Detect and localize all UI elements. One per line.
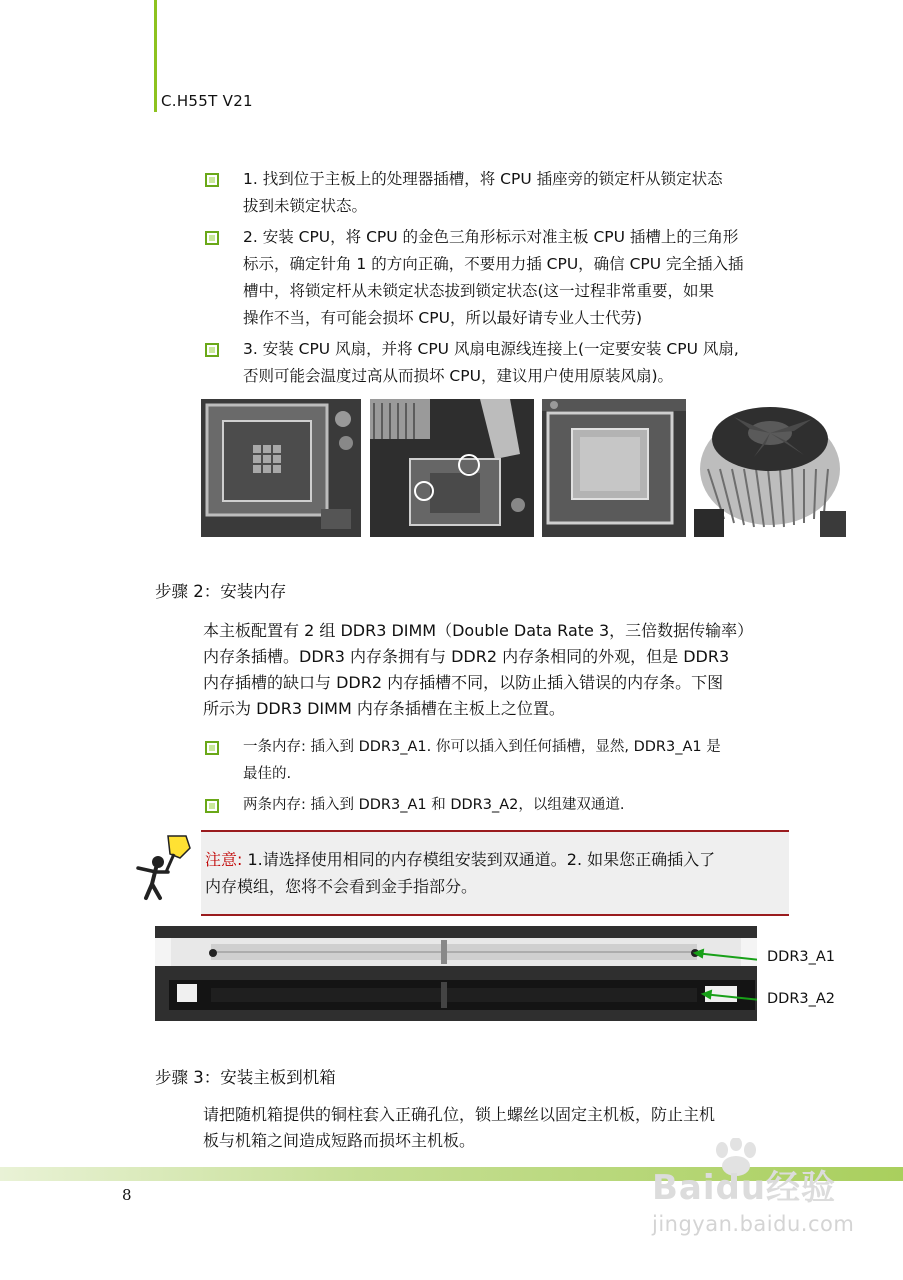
checkbox-bullet-icon — [205, 799, 219, 813]
line: 标示，确定针角 1 的方向正确，不要用力插 CPU，确信 CPU 完全插入插 — [243, 255, 744, 273]
checkbox-bullet-icon — [205, 173, 219, 187]
cpu-lever-photo — [370, 399, 534, 537]
step3-title: 步骤 3：安装主板到机箱 — [155, 1068, 336, 1087]
line: 两条内存: 插入到 DDR3_A1 和 DDR3_A2，以组建双通道. — [243, 797, 625, 813]
list-item — [205, 224, 805, 332]
line: 板与机箱之间造成短路而损坏主机板。 — [203, 1131, 476, 1150]
line: 最佳的. — [243, 766, 292, 782]
line: 1. 找到位于主板上的处理器插槽，将 CPU 插座旁的锁定杆从锁定状态 — [243, 170, 723, 188]
list-item — [205, 166, 805, 220]
line: 内存条插槽。DDR3 内存条拥有与 DDR2 内存条相同的外观，但是 DDR3 — [203, 647, 730, 666]
line: 1.请选择使用相同的内存模组安装到双通道。2. 如果您正确插入了 — [242, 850, 716, 869]
line: 内存插槽的缺口与 DDR2 内存插槽不同，以防止插入错误的内存条。下图 — [203, 673, 724, 692]
cpu-installed-photo — [542, 399, 686, 537]
checkbox-bullet-icon — [205, 741, 219, 755]
line: 一条内存: 插入到 DDR3_A1. 你可以插入到任何插槽，显然, DDR3_A1 是 — [243, 739, 721, 755]
header-rule — [154, 0, 157, 112]
line: 内存模组，您将不会看到金手指部分。 — [205, 877, 478, 896]
step2-title: 步骤 2：安装内存 — [155, 582, 287, 601]
cpu-socket-photo — [201, 399, 361, 537]
line: 请把随机箱提供的铜柱套入正确孔位，锁上螺丝以固定主机板，防止主机 — [203, 1105, 716, 1124]
caution-man-icon — [130, 832, 202, 902]
page-number: 8 — [122, 1186, 132, 1204]
model-label: C.H55T V21 — [161, 92, 253, 110]
line: 否则可能会温度过高从而损坏 CPU，建议用户使用原装风扇)。 — [243, 367, 673, 385]
dimm-label-a2: DDR3_A2 — [767, 991, 836, 1007]
dimm-slots-photo — [155, 926, 757, 1021]
note-box — [201, 830, 789, 916]
checkbox-bullet-icon — [205, 343, 219, 357]
list-item — [205, 336, 805, 390]
watermark-logo: Baidu经验 — [652, 1168, 837, 1208]
line: 3. 安装 CPU 风扇，并将 CPU 风扇电源线连接上(一定要安装 CPU 风扇, — [243, 340, 739, 358]
list-item — [205, 792, 805, 819]
line: 操作不当，有可能会损坏 CPU，所以最好请专业人士代劳) — [243, 309, 642, 327]
step2-paragraph — [203, 618, 803, 722]
watermark-url: jingyan.baidu.com — [652, 1212, 855, 1236]
line: 本主板配置有 2 组 DDR3 DIMM（Double Data Rate 3，三倍数据传输率） — [203, 621, 754, 640]
line: 2. 安装 CPU，将 CPU 的金色三角形标示对准主板 CPU 插槽上的三角形 — [243, 228, 739, 246]
line: 槽中，将锁定杆从未锁定状态拔到锁定状态(这一过程非常重要，如果 — [243, 282, 715, 300]
cpu-steps-list — [205, 166, 805, 394]
dimm-label-a1: DDR3_A1 — [767, 949, 836, 965]
list-item — [205, 734, 805, 788]
cpu-fan-photo — [694, 399, 846, 537]
note-label: 注意: — [205, 850, 243, 869]
line: 所示为 DDR3 DIMM 内存条插槽在主板上之位置。 — [203, 699, 565, 718]
line: 拔到未锁定状态。 — [243, 197, 368, 215]
memory-bullets — [205, 734, 805, 823]
checkbox-bullet-icon — [205, 231, 219, 245]
note-text — [205, 846, 785, 900]
